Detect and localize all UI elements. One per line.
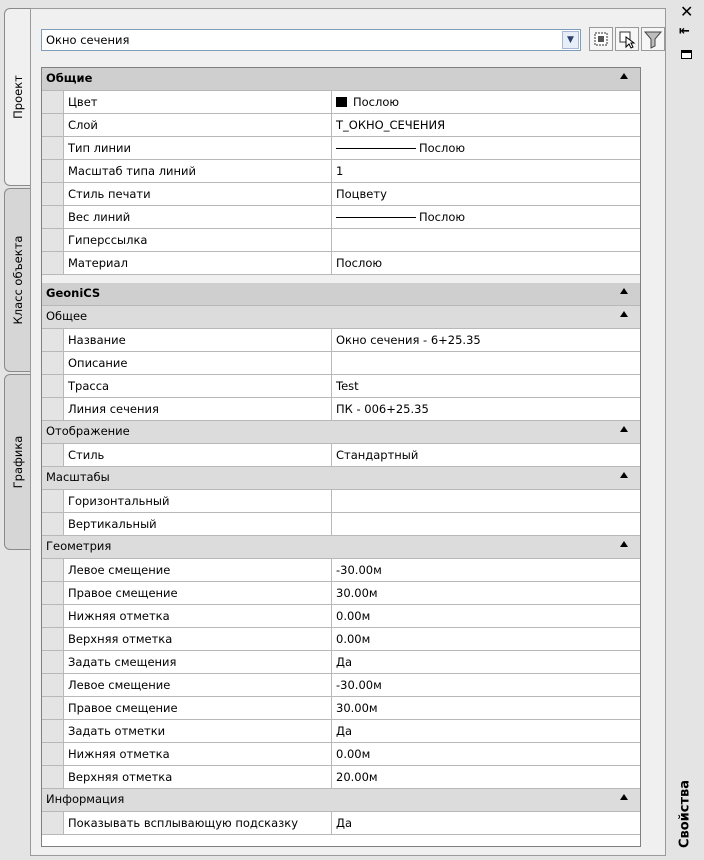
property-name: Стиль печати	[64, 183, 332, 205]
property-value[interactable]: Да	[336, 724, 353, 738]
property-value[interactable]	[332, 513, 640, 535]
object-type-value: Окно сечения	[46, 33, 130, 47]
property-value[interactable]	[332, 352, 640, 374]
color-swatch-icon	[336, 97, 347, 107]
property-name: Масштаб типа линий	[64, 160, 332, 182]
property-value[interactable]: 0.00м	[336, 609, 371, 623]
property-value[interactable]: 0.00м	[336, 747, 371, 761]
property-row[interactable]	[42, 137, 640, 160]
tab-project-label: Проект	[10, 75, 25, 119]
property-row[interactable]	[42, 375, 640, 398]
property-name: Правое смещение	[64, 582, 332, 604]
property-value[interactable]: Да	[336, 816, 353, 830]
property-value[interactable]: Послою	[336, 256, 383, 270]
subcategory-display-title: Отображение	[46, 424, 130, 438]
linetype-sample-icon	[336, 148, 416, 149]
property-value[interactable]: 0.00м	[336, 632, 371, 646]
property-grid	[41, 67, 641, 847]
property-value[interactable]: Поцвету	[336, 187, 387, 201]
property-name: Вертикальный	[64, 513, 332, 535]
tab-object-class[interactable]	[4, 188, 30, 372]
subcategory-display[interactable]	[42, 421, 640, 444]
property-name: Материал	[64, 252, 332, 274]
quick-select-icon	[590, 28, 612, 50]
collapse-arrow-icon[interactable]	[620, 426, 628, 432]
property-name: Слой	[64, 114, 332, 136]
collapse-arrow-icon[interactable]	[620, 73, 628, 79]
property-row[interactable]	[42, 812, 640, 835]
property-row[interactable]	[42, 114, 640, 137]
property-value[interactable]: 30.00м	[336, 701, 378, 715]
subcategory-common-title: Общее	[46, 309, 88, 323]
collapse-arrow-icon[interactable]	[620, 472, 628, 478]
pickadd-toggle-button[interactable]	[641, 27, 665, 51]
subcategory-info[interactable]	[42, 789, 640, 812]
tab-object-class-label: Класс объекта	[10, 235, 25, 325]
property-row[interactable]	[42, 743, 640, 766]
property-value[interactable]	[332, 490, 640, 512]
palette-title: Свойства	[677, 779, 693, 849]
property-row[interactable]	[42, 582, 640, 605]
property-value[interactable]: Послою	[332, 91, 640, 113]
subcategory-info-title: Информация	[46, 792, 125, 806]
subcategory-geometry-title: Геометрия	[46, 539, 112, 553]
subcategory-common[interactable]	[42, 306, 640, 329]
properties-menu-icon[interactable]	[681, 50, 692, 59]
property-name: Левое смещение	[64, 559, 332, 581]
collapse-arrow-icon[interactable]	[620, 794, 628, 800]
subcategory-geometry[interactable]	[42, 536, 640, 559]
property-name: Цвет	[64, 91, 332, 113]
property-value[interactable]: Стандартный	[336, 448, 419, 462]
property-row[interactable]	[42, 183, 640, 206]
property-value[interactable]: Test	[336, 379, 359, 393]
property-row[interactable]	[42, 160, 640, 183]
property-row[interactable]	[42, 605, 640, 628]
property-name: Линия сечения	[64, 398, 332, 420]
property-name: Название	[64, 329, 332, 351]
property-value[interactable]: Послою	[332, 206, 640, 228]
property-name: Задать отметки	[64, 720, 332, 742]
collapse-arrow-icon[interactable]	[620, 288, 628, 294]
category-general[interactable]	[42, 68, 640, 91]
property-value[interactable]: Т_ОКНО_СЕЧЕНИЯ	[336, 118, 446, 132]
property-value[interactable]: -30.00м	[336, 563, 382, 577]
property-name: Трасса	[64, 375, 332, 397]
subcategory-scales[interactable]	[42, 467, 640, 490]
property-value[interactable]	[332, 229, 640, 251]
property-row[interactable]	[42, 651, 640, 674]
property-name: Стиль	[64, 444, 332, 466]
property-name: Горизонтальный	[64, 490, 332, 512]
palette-title-bar	[666, 0, 704, 860]
palette-tabs	[4, 8, 30, 856]
tab-project[interactable]	[4, 8, 30, 186]
property-name: Гиперссылка	[64, 229, 332, 251]
property-value[interactable]: 30.00м	[336, 586, 378, 600]
property-value[interactable]: Окно сечения - 6+25.35	[336, 333, 481, 347]
property-value[interactable]: 1	[336, 164, 344, 178]
property-row[interactable]	[42, 229, 640, 252]
property-row[interactable]	[42, 559, 640, 582]
chevron-down-icon[interactable]: ▼	[562, 31, 579, 49]
close-icon[interactable]: ✕	[680, 2, 694, 21]
property-value[interactable]: -30.00м	[336, 678, 382, 692]
select-objects-button[interactable]	[615, 27, 639, 51]
property-name: Тип линии	[64, 137, 332, 159]
property-row[interactable]	[42, 720, 640, 743]
tab-graphics[interactable]	[4, 374, 30, 550]
property-row[interactable]	[42, 674, 640, 697]
property-name: Нижняя отметка	[64, 743, 332, 765]
property-name: Задать смещения	[64, 651, 332, 673]
property-row[interactable]	[42, 766, 640, 789]
property-value[interactable]: Послою	[332, 137, 640, 159]
pickadd-toggle-icon	[642, 28, 664, 50]
subcategory-scales-title: Масштабы	[46, 470, 110, 484]
select-objects-icon	[616, 28, 638, 50]
property-row[interactable]	[42, 628, 640, 651]
category-geonics-title: GeoniCS	[46, 286, 101, 300]
property-name: Описание	[64, 352, 332, 374]
property-name: Показывать всплывающую подсказку	[64, 812, 332, 834]
quick-select-button[interactable]	[589, 27, 613, 51]
property-name: Верхняя отметка	[64, 766, 332, 788]
property-name: Правое смещение	[64, 697, 332, 719]
property-row[interactable]	[42, 206, 640, 229]
property-value[interactable]: 20.00м	[336, 770, 378, 784]
property-row[interactable]	[42, 490, 640, 513]
lineweight-sample-icon	[336, 217, 416, 218]
tab-graphics-label: Графика	[10, 435, 25, 489]
property-value[interactable]: Да	[336, 655, 353, 669]
property-value[interactable]: ПК - 006+25.35	[336, 402, 429, 416]
property-row[interactable]	[42, 513, 640, 536]
property-name: Нижняя отметка	[64, 605, 332, 627]
property-row[interactable]	[42, 398, 640, 421]
property-row[interactable]	[42, 697, 640, 720]
property-row[interactable]	[42, 252, 640, 275]
collapse-arrow-icon[interactable]	[620, 311, 628, 317]
property-row[interactable]	[42, 91, 640, 114]
property-row[interactable]	[42, 444, 640, 467]
property-row[interactable]	[42, 329, 640, 352]
collapse-arrow-icon[interactable]	[620, 541, 628, 547]
auto-hide-icon[interactable]: ⇤	[679, 24, 690, 39]
property-row[interactable]	[42, 352, 640, 375]
object-type-select[interactable]	[41, 29, 581, 51]
category-general-title: Общие	[46, 71, 93, 85]
property-name: Вес линий	[64, 206, 332, 228]
property-name: Левое смещение	[64, 674, 332, 696]
category-geonics[interactable]	[42, 283, 640, 306]
property-name: Верхняя отметка	[64, 628, 332, 650]
properties-panel	[30, 8, 666, 856]
